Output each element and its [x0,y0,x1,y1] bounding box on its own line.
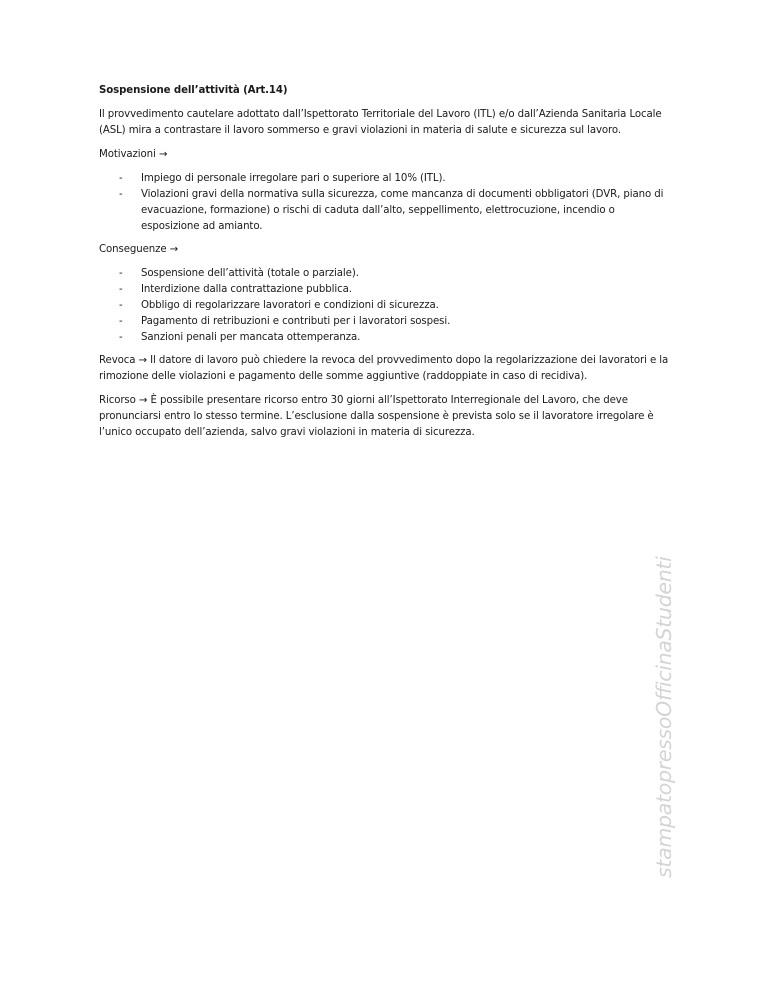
dash-bullet: - [119,316,123,327]
list-item: - Obbligo di regolarizzare lavoratori e condizioni di sicurezza. [99,298,669,314]
dash-bullet: - [119,173,123,184]
section-title: Sospensione dell’attività (Art.14) [99,85,288,96]
revoca-paragraph: Revoca → Il datore di lavoro può chiedere la revoca del provvedimento dopo la regolarizzazione dei lavoratori e la rimozione delle violazioni e pagamento delle somme aggiuntive (raddoppiate in caso di recidiva). [99,355,669,382]
ricorso-paragraph: Ricorso → È possibile presentare ricorso entro 30 giorni all’Ispettorato Interregionale del Lavoro, che deve pronunciarsi entro lo stesso termine. L’esclusione dalla sospensione è prevista solo se il lavoratore irregolare è l’unico occupato dell’azienda, salvo gravi violazioni in materia di sicurezza. [99,395,654,438]
conseguenze-list [99,266,669,346]
dash-bullet: - [119,268,123,279]
intro-paragraph: Il provvedimento cautelare adottato dall’Ispettorato Territoriale del Lavoro (ITL) e/o dall’Azienda Sanitaria Locale (ASL) mira a contrastare il lavoro sommerso e gravi violazioni in materia di salute e sicurezza sul lavoro. [99,109,662,136]
dash-bullet: - [119,189,123,200]
document-page [99,83,669,449]
motivazioni-list [99,171,669,235]
list-item: - Sospensione dell’attività (totale o parziale). [99,266,669,282]
list-item: - Sanzioni penali per mancata ottemperanza. [99,330,669,346]
conseguenze-heading: Conseguenze → [99,244,179,255]
list-item: - Violazioni gravi della normativa sulla sicurezza, come mancanza di documenti obbligatori (DVR, piano di evacuazione, formazione) o rischi di caduta dall’alto, seppellimento, elettrocuzione, incendio o esposizione ad amianto. [119,189,664,232]
dash-bullet: - [119,300,123,311]
motivazioni-heading: Motivazioni → [99,149,168,160]
dash-bullet: - [119,332,123,343]
dash-bullet: - [119,284,123,295]
list-item: - Pagamento di retribuzioni e contributi per i lavoratori sospesi. [99,314,669,330]
watermark-text: stampatopressoOfficinaStudenti [652,556,676,878]
list-item: - Interdizione dalla contrattazione pubblica. [99,282,669,298]
list-item: - Impiego di personale irregolare pari o superiore al 10% (ITL). [99,171,669,187]
